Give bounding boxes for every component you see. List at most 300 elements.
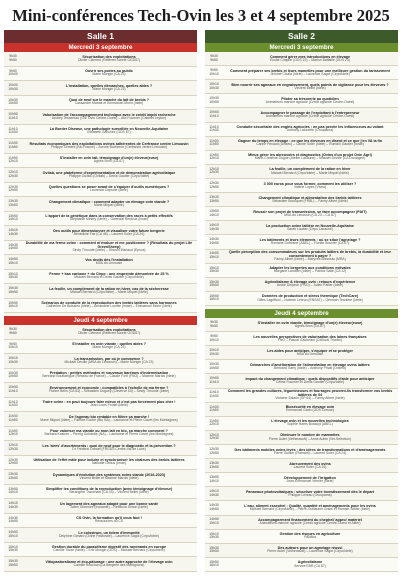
session-body (22, 301, 197, 309)
session-row (205, 123, 398, 137)
session-title: Agrivoltaïsme (297, 560, 323, 565)
session-time: 9h50 10h10 (8, 341, 18, 350)
session-speakers: Jean-Louis Poulet (Idele) (90, 403, 128, 408)
session-speakers: Morgane Lambert (Idele) – Patrick Sallé (CA 12) (273, 269, 347, 274)
session-time: 11h50 12h10 (209, 418, 219, 427)
session-body (223, 462, 398, 470)
session-row (4, 183, 197, 198)
session-speakers: FNO – Pascal Gautreaut (Celloval Tricotin) (277, 337, 343, 342)
session-row (205, 94, 398, 108)
session-body (223, 419, 398, 427)
session-row (205, 558, 398, 572)
session-title: Des auteurs pour un agnelage réussi (277, 546, 343, 551)
session-speakers: Vincent Bellet (Idele) (294, 85, 326, 90)
session-time: 11h50 12h10 (8, 428, 18, 437)
session-speakers: Mickael Bernard (Cirpo/Idele) – Marie Miquel (Idele) (271, 170, 349, 175)
session-speakers: Pierre Autef (Vetherasoft) – Anne Aubin (Vet-Selection) (268, 436, 352, 441)
session-title: Changement climatique et alimentation des brebis laitières (258, 195, 362, 200)
session-row (205, 165, 398, 179)
session-title: Gestion des risques en agriculture (279, 532, 341, 537)
day-header: Mercredi 3 septembre (4, 43, 197, 52)
session-title: Ferme + bas carbone + du Cirpo : une empreinte démontrée de 25 % (49, 272, 169, 277)
session-row (205, 445, 398, 459)
session-title: Les nouvelles perspectives de valorisation des laines françaises (253, 334, 367, 339)
session-speakers: Jean-Emmanuel Vernier (Idele) (286, 478, 334, 483)
session-speakers: Bertrand Bouffartigue (Réseau de France) – Claude Font (FNO) – Maxime Marois (Idele) (42, 374, 176, 379)
session-time: 11h10 11h30 (209, 124, 219, 133)
session-title: Vitiopastoralisme et éco-pâturage : une autre approche de l'élevage ovin (45, 559, 173, 564)
session-speakers: Florine Belin (CA 63) – Sébastien Duguey (Cleverve 63) – Sindy Throude (Idele) (48, 388, 170, 393)
session-row (205, 137, 398, 151)
session-title: Sécurisation des exploitations (82, 54, 136, 59)
session-body (223, 224, 398, 232)
session-body (22, 200, 197, 208)
session-body (22, 171, 197, 179)
session-body (223, 490, 398, 498)
session-row (205, 459, 398, 473)
session-body (223, 167, 398, 175)
session-row (4, 52, 197, 67)
session-time: 13h50 14h10 (8, 486, 18, 495)
session-title: Ovilab, une plateforme d'expérimentation et de démonstration agrivoltaïque (42, 170, 176, 175)
session-time: 14h50 15h10 (209, 251, 219, 260)
session-body (22, 487, 197, 495)
session-body (223, 280, 398, 288)
session-title: Les aides pour anticiper, s'équiper et se protéger (267, 348, 353, 353)
session-title: Développement de l'irrigation (284, 475, 336, 480)
session-time: 15h10 15h30 (8, 544, 18, 553)
session-body (223, 266, 398, 274)
session-time: 12h10 12h30 (8, 170, 18, 178)
session-speakers: Animateurs marché agricole (Crédit agricole Centre-Ouest) (265, 114, 355, 119)
session-body (223, 55, 398, 63)
session-title: Impact du changement climatique : quels dispositifs d'aide pour anticiper (245, 377, 375, 382)
session-title: Sécurisation des exploitations (82, 327, 136, 332)
session-time: 10h30 10h50 (209, 362, 219, 370)
session-time: 15h50 16h10 (8, 300, 18, 309)
session-speakers: Gilles Lagriffoul – Noémie Lebrun (ENSAT) – Germain Tesnière (Idele) (257, 297, 363, 302)
session-title: La transmission, par où je commence ? (74, 356, 144, 361)
session-time: 9h30 9h50 (210, 53, 218, 62)
session-title: Diminuer le nombre de mammites (280, 433, 340, 438)
session-title: Comment préparer ses brebis et leurs mamelles pour une meilleure gestion du tarissement (230, 68, 390, 73)
session-body (22, 458, 197, 466)
session-speakers: Marie Mongin (CA 23) (92, 345, 126, 350)
session-title: Comment les grandes cultures, légumineuses et fourrages peuvent-ils transformer vos brebis laitières de 04 (227, 389, 393, 398)
session-body (22, 531, 197, 539)
session-body (22, 371, 197, 379)
session-title: Scénarios de conduite de la reproduction des brebis laitières sans hormones (41, 301, 177, 306)
session-row (205, 501, 398, 515)
session-row (4, 325, 197, 340)
session-row (4, 139, 197, 154)
session-time: 12h30 12h50 (209, 180, 219, 189)
session-list (4, 325, 197, 572)
session-title: CS Ovin, la formation qu'il vous faut ! (76, 516, 142, 521)
session-title: La feuille, un complément de la ration en hiver, cas de la sécheresse (49, 286, 169, 291)
session-speakers: Stéphanie Minery (Idele) – Gwendal Restoux (Inrae) (69, 217, 149, 222)
session-title: La production ovine laitière en Nouvelle-Aquitaine (266, 223, 354, 228)
session-row (4, 499, 197, 514)
session-time: 13h50 14h10 (8, 213, 18, 222)
session-time: 14h10 14h30 (8, 228, 18, 236)
session-speakers: Mickael Bernard (Cirpo/Idele) – Pierre-Guillaume Grisel et Romain Sellier (Idele) (249, 507, 371, 512)
session-row (4, 125, 197, 140)
session-title: Les 'aires' d'avortements : quoi de neuf pour le diagnostic et la prévention ? (42, 443, 176, 448)
session-time: 12h10 12h30 (209, 432, 219, 441)
hall-header: Salle 1 (4, 30, 197, 43)
session-speakers: Barbara Kastner – Pierrig Gohardie (NA) – Laurianne et Pierre Gavet (les Montagnes) (44, 432, 174, 437)
session-row (4, 154, 197, 169)
session-speakers: MSA du Limousin (CA 23 – CA 87) (284, 212, 336, 217)
session-title: Valorisation de l'accompagnement technique avec le crédit impôt recherche (42, 112, 176, 117)
session-title: Adapter les bergeries aux conditions estivales (269, 266, 351, 271)
session-body (22, 55, 197, 63)
session-speakers: Philippe Leveau (Groupama) (288, 492, 332, 497)
session-row (4, 340, 197, 355)
session-row (205, 179, 398, 193)
session-speakers: Marie Mongin (CA 23) (92, 86, 126, 91)
session-body (22, 156, 197, 164)
session-time: 12h10 12h30 (209, 166, 219, 175)
session-row (4, 398, 197, 413)
session-speakers: Sindy Throude (Idele) – Sharon Marlaud (Epsos) (72, 248, 146, 253)
session-time: 15h10 15h30 (209, 265, 219, 274)
session-speakers: Ressources du CS (94, 519, 124, 524)
session-body (22, 113, 197, 121)
session-speakers: Elodie Chapon (GDS 15) – Marion Battaille (GDS 23) (270, 57, 350, 62)
session-time: 15h50 16h10 (209, 293, 219, 302)
session-row (205, 544, 398, 558)
day-header: Jeudi 4 septembre (205, 309, 398, 318)
session-body (223, 83, 398, 91)
session-row (4, 456, 197, 471)
session-row (4, 168, 197, 183)
session-title: Quelle perception des consommateurs sur les produits laitiers de brebis, la durabilité et leur consentement à payer ? (229, 250, 391, 259)
session-row (205, 108, 398, 122)
session-speakers: Marie-Christine Dugué (Atelier Lacaune) – Mickaël Deville (CA Dordogne) (254, 156, 366, 161)
session-time: 15h10 15h30 (209, 531, 219, 540)
session-row (205, 250, 398, 264)
session-time: 13h30 13h50 (8, 199, 18, 207)
session-speakers: Camille Tocze (Idele) – Éric Mongin (GDS) – Mickael Bernard (Cirpo/Idele) (53, 548, 165, 553)
session-title: Des outils pour dimensionner et visualiser votre future bergerie (53, 228, 165, 233)
session-body (223, 97, 398, 105)
session-speakers: Pierre Autef (Vetherasoft) – Laurence Sagot (Cirpo/Idele) (267, 549, 353, 554)
session-title: Abreuvement des ovins (289, 461, 331, 466)
session-body (22, 185, 197, 193)
session-body (22, 516, 197, 524)
session-speakers: Emmanuel Garin (GDS Creuse) (286, 408, 334, 413)
session-title: Quelles questions se poser avant de s'équiper d'outils numériques ? (48, 185, 170, 190)
session-title: Ouvrir ses portes au public (85, 69, 133, 74)
session-time: 12h10 12h30 (8, 443, 18, 451)
session-speakers: Agnès Brun (CA 87) (294, 323, 326, 328)
session-time: 13h50 14h10 (209, 475, 219, 483)
session-body (22, 69, 197, 77)
session-title: S'installer en ovin viande, témoignage d'un(e) éleveur(euse) (257, 320, 363, 325)
session-speakers: Philippe Climent (Bio France) – Aurore Bucheron (Cerfrance centre Limousin) (50, 144, 168, 149)
session-time: 14h10 14h30 (8, 501, 18, 509)
session-speakers: Audrey Tessereau (GIE Ovin Centre-Ouest) – Alix Fournier (Cabinet Leyton) (51, 115, 167, 120)
session-body (22, 142, 197, 150)
session-speakers: Sarah Lauber (Cirpo Lacaune) (287, 227, 333, 232)
session-body (22, 545, 197, 553)
session-title: Données de production et stress thermique (TechCare) (261, 294, 359, 299)
session-row (4, 369, 197, 384)
session-time: 10h30 10h50 (8, 97, 18, 106)
session-list (205, 52, 398, 306)
hall-1-column (4, 30, 197, 572)
session-speakers: Romane Dufresne (ABEL) – Florian Bouvier (CA 87) (270, 241, 350, 246)
session-time: 13h30 13h50 (209, 195, 219, 203)
session-time: 14h10 14h30 (209, 489, 219, 497)
session-row (205, 530, 398, 544)
session-row (205, 52, 398, 66)
session-title: Conduite sécuritaire des engins agricoles : ne pas perdre les influenceurs au volant (236, 125, 384, 130)
session-time: 15h10 15h30 (8, 271, 18, 280)
session-time: 9h50 10h00 (8, 68, 18, 77)
session-time: 10h10 10h30 (209, 348, 219, 356)
session-time: 11h30 11h50 (209, 138, 219, 147)
session-title: Réussir son projet de transmission, se faire accompagner (PAIT) (253, 209, 367, 214)
session-body (22, 127, 197, 135)
session-row (4, 255, 197, 270)
session-row (205, 278, 398, 292)
session-body (223, 560, 398, 568)
session-body (22, 473, 197, 481)
session-speakers: Céline Fournier et Denis Gautier (Cirpo/Idele) (275, 380, 345, 385)
session-row (4, 412, 197, 427)
session-list (205, 318, 398, 572)
session-speakers: Olivier Clément (Référent sûreté GGD87) (77, 57, 141, 62)
session-body (223, 153, 398, 161)
session-speakers: Olivier Clément (Référent sûreté GGD87) (77, 330, 141, 335)
session-speakers: Elisabeth Sanchez (GDS 87) (87, 130, 131, 135)
hall-2-column (205, 30, 398, 572)
session-time: 13h30 13h50 (209, 461, 219, 469)
session-row (205, 360, 398, 374)
session-title: Quoi de neuf sur le marché du lait de brebis ? (68, 98, 150, 103)
session-body (223, 250, 398, 262)
session-speakers: Violaine Salaün (SP 64) – Fanny Albert (Idele) (275, 396, 345, 401)
session-title: Gagner du temps en élevage : ce que les éleveurs en disent et ce que j'en VA la fin (237, 139, 383, 144)
session-time: 11h10 11h30 (8, 399, 18, 408)
session-body (223, 476, 398, 484)
session-title: Accompagner le passage de l'exploitant à l'entrepreneur (260, 111, 360, 116)
session-title: Le colostrum, un totem d'immunité (78, 530, 140, 535)
session-speakers: Laurence Depuille (Idele) (90, 188, 128, 193)
session-row (205, 403, 398, 417)
session-row (4, 226, 197, 241)
session-speakers: MSA du Limousin (296, 351, 324, 356)
session-speakers: André Delpech (FNO) – Julien Pallier (Idele) (276, 283, 344, 288)
session-speakers: Pacifica (304, 535, 316, 540)
session-row (4, 441, 197, 456)
session-row (205, 207, 398, 221)
session-time: 10h30 10h50 (209, 96, 219, 104)
session-body (223, 377, 398, 385)
session-title: 3 000 euros pour vous former, comment les utiliser ? (263, 181, 357, 186)
session-title: Bien nourrir ses agneaux en engraissement, quels points de vigilance pour les éleveurs ? (231, 82, 389, 87)
session-body (22, 400, 197, 408)
session-row (205, 516, 398, 530)
session-speakers: Catherine De Boissieu (Idele) – Amandine Lurette (Inrae) – Emmanuel Morin (Idele) (46, 304, 172, 309)
session-time: 11h30 11h50 (8, 141, 18, 149)
session-body (223, 433, 398, 441)
session-body (223, 504, 398, 512)
session-speakers: Agnès Brun (CA 87) (93, 159, 125, 164)
session-title: L'apport de la génétique dans la conservation des races à petits effectifs (45, 214, 173, 219)
session-speakers: Animateurs marché agricole (Crédit agricole Centre-Ouest) (265, 100, 355, 105)
session-speakers: Mickaël Deville (MSA du Limousin) – Marie Mongin (CA 23) (64, 359, 154, 364)
session-time: 9h30 9h50 (210, 319, 218, 328)
session-body (22, 328, 197, 336)
session-time: 9h30 9h50 (9, 54, 17, 62)
session-time: 11h50 12h10 (209, 152, 219, 161)
session-speakers: Cassandre Matras et Emmanuel Morin (Idele) (74, 101, 144, 106)
session-speakers: Julien Gimenez (Inosanté) – Rebecca Simon (Idele) (70, 504, 148, 509)
session-speakers: Delphine Gimard (Ovine Pastorale) – Laurence Sagot (Cirpo/Idele) (58, 533, 160, 538)
session-body (22, 415, 197, 423)
session-row (4, 241, 197, 256)
session-body (223, 238, 398, 246)
session-body (223, 111, 398, 119)
session-body (223, 196, 398, 204)
session-speakers: Vincent Bellet et Maxime Marois (Idele) (79, 475, 139, 480)
session-body (223, 532, 398, 540)
session-title: Traire ovine : en peut toujours faire mieux et c'est pas forcément plus cher ! (42, 400, 176, 405)
session-row (4, 212, 197, 227)
session-speakers: Anthony Lalouette (Groupama) (286, 128, 334, 133)
session-time: 15h30 15h50 (209, 279, 219, 288)
session-row (4, 383, 197, 398)
session-speakers: Marie Mongin (CA 23) (92, 72, 126, 77)
day-header: Jeudi 4 septembre (4, 316, 197, 325)
session-row (205, 431, 398, 445)
session-time: 10h50 11h10 (8, 385, 18, 393)
session-time: 12h30 12h50 (8, 457, 18, 466)
session-speakers: Bérangère Tranchant (CA 03) – Vincent Bellet (Idele) (69, 490, 149, 495)
session-body (22, 214, 197, 222)
session-time: 9h30 9h50 (9, 327, 17, 335)
session-speakers: Carine Pecaud (Dinsec) – Carole Soler (Idele) – Romain Gautier (Inrae) (256, 142, 364, 147)
session-title: Panneaux photovoltaïques : sécuriser votre investissement dès le départ (245, 489, 375, 494)
session-row (4, 557, 197, 572)
session-time: 15h30 15h50 (209, 545, 219, 554)
session-speakers: Laurent Soler (CA 24) (293, 464, 327, 469)
session-body (22, 229, 197, 237)
session-title: La feuille, un complément de la ration en hiver (269, 167, 351, 172)
session-title: S'installer en ovin lait, témoignage d'un(e) éleveur(euse) (59, 156, 159, 161)
session-body (22, 429, 197, 437)
session-body (22, 241, 197, 253)
session-time: 14h30 14h50 (209, 503, 219, 511)
session-title: Vos droits dès l'installation (85, 257, 133, 262)
session-title: Dynamiques d'évolution des systèmes ovins viande (2016-2023) (52, 472, 166, 477)
session-row (4, 427, 197, 442)
session-speakers: Bénédicte Fax (CA 46) – Laurent Soler (CA 24) (73, 231, 145, 236)
days-container (4, 43, 197, 572)
session-row (205, 487, 398, 501)
session-row (205, 66, 398, 80)
session-title: Comment gérer mes introductions en élevage (269, 54, 351, 59)
session-row (205, 292, 398, 306)
session-list (4, 52, 197, 313)
session-time: 12h30 12h50 (8, 184, 18, 193)
session-title: L'eau, aliment essentiel : Qualité, quantité et aménagements pour les ovins (244, 504, 376, 508)
session-time: 15h30 15h50 (8, 286, 18, 294)
session-body (22, 84, 197, 92)
session-body (22, 502, 197, 510)
session-row (4, 96, 197, 111)
session-speakers: Marie Miquel (Idele) (94, 202, 124, 207)
session-title: Gestion durable du parasitisme digestif des ruminants en europe (51, 545, 167, 550)
session-title: L'installation, quelles démarches, quelles aides ? (65, 83, 153, 88)
session-body (22, 98, 197, 106)
session-title: Les bâtiments et leurs éléments : où se situe l'agnelage ? (259, 238, 361, 243)
session-row (205, 473, 398, 487)
session-time: 15h30 15h50 (8, 559, 18, 567)
session-body (22, 444, 197, 452)
session-body (223, 335, 398, 343)
session-speakers: Service EBR (CA 87) (294, 563, 326, 568)
session-time: 10h00 10h30 (8, 83, 18, 91)
session-title: S'installer en ovin viande : quelles aides ? (72, 342, 146, 347)
session-title: Biosécurité en élevage ovin (285, 405, 335, 410)
session-row (205, 235, 398, 249)
session-title: L'élevage ovin et les nouvelles technologies (271, 419, 349, 424)
session-speakers: Mickael Bernard (Cirpo/Idele) – Marie Miquel (Idele) (70, 289, 148, 294)
session-row (205, 151, 398, 165)
session-body (223, 294, 398, 302)
session-speakers: Nathalie Debus (Inrae) (91, 461, 127, 466)
session-body (223, 546, 398, 554)
session-row (205, 389, 398, 403)
session-body (223, 518, 398, 526)
session-speakers: Philippe Guillou (Ovilab) – Denis Gautier (Cirpo/Idele) (68, 173, 150, 178)
session-title: Piloter sa trésorerie au quotidien (281, 96, 339, 101)
session-speakers: Pierre Guillier (Flamant) – Laurent Soler (CA 24) (273, 450, 347, 455)
session-time: 11h10 11h30 (209, 390, 219, 399)
session-time: 10h50 11h10 (209, 110, 219, 118)
session-title: Mieux gérer les abreuvoirs et diagnostics (Ovins d'un projet Ovin Agri) (248, 153, 372, 158)
session-title: Changement climatique : comment adapter un élevage ovin viande ? (48, 199, 170, 204)
session-row (205, 264, 398, 278)
session-row (205, 80, 398, 94)
hall-header: Salle 2 (205, 30, 398, 43)
session-title: Agrivoltaïsme & élevage ovin : retours d'expérience (264, 280, 356, 285)
session-time: 11h30 11h50 (8, 414, 18, 422)
session-row (205, 374, 398, 388)
session-row (205, 417, 398, 431)
session-title: Pour valoriser ma viande ou mon lait en bio, ça marche comment ? (50, 429, 168, 434)
session-body (223, 182, 398, 190)
session-time: 14h10 14h30 (209, 223, 219, 231)
session-body (223, 389, 398, 401)
session-body (22, 272, 197, 280)
session-title: Simplifier les conditions de la reproduction (avec témoignage d'éleveur) (45, 487, 173, 492)
session-body (223, 210, 398, 218)
day-header: Mercredi 3 septembre (205, 43, 398, 52)
session-row (4, 67, 197, 82)
session-title: Démarches d'amélioration de l'alimentation en élevage ovins laitiers (250, 362, 370, 367)
session-speakers: Dr Frédéric Leboef (FRGDS Centre-Val de Loire) (72, 446, 146, 451)
session-time: 11h50 12h10 (8, 155, 18, 164)
session-row (205, 193, 398, 207)
session-body (22, 342, 197, 350)
session-speakers: Animateurs marché agricole (Crédit agricole Centre-Ouest et Atlter) (259, 521, 361, 526)
